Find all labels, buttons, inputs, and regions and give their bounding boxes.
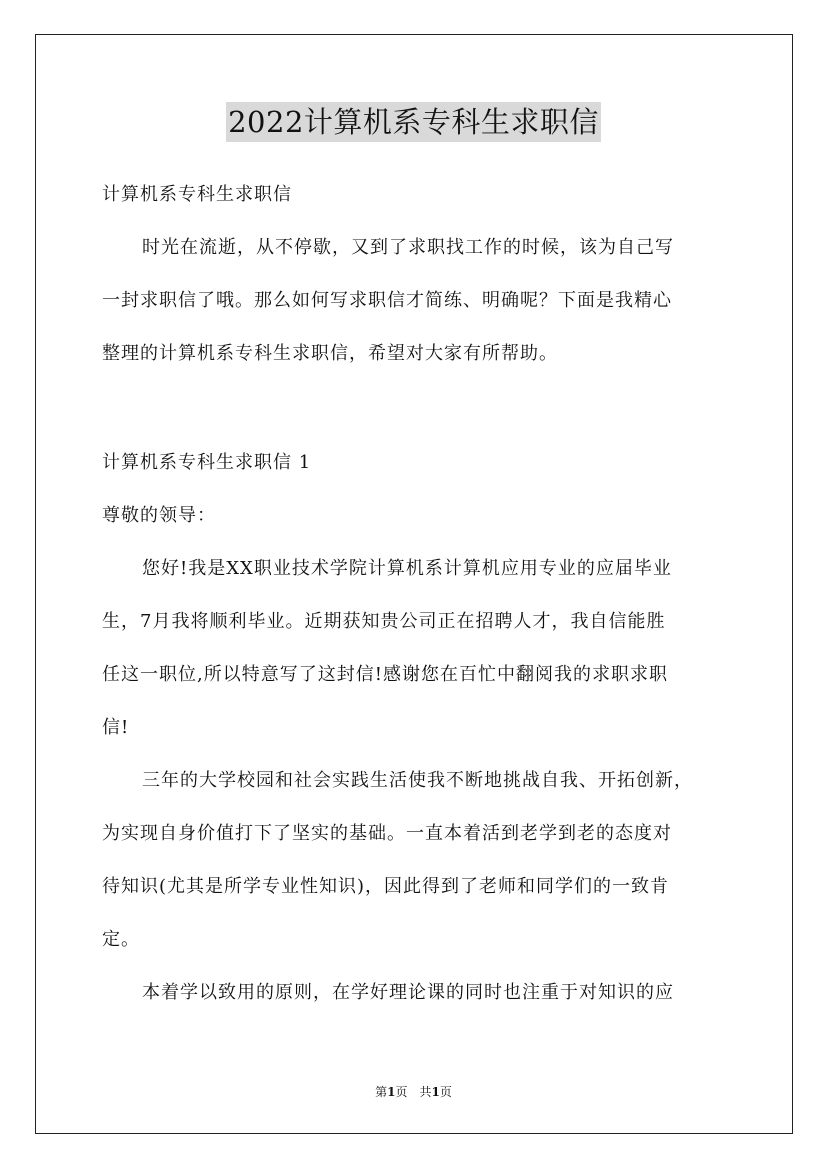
paragraph-line: 待知识(尤其是所学专业性知识)，因此得到了老师和同学们的一致肯 xyxy=(102,876,670,897)
document-body xyxy=(102,168,728,1019)
paragraph-line: 一封求职信了哦。那么如何写求职信才简练、明确呢？下面是我精心 xyxy=(102,290,672,311)
paragraph-line: 为实现自身价值打下了坚实的基础。一直本着活到老学到老的态度对 xyxy=(102,823,672,844)
page-total: 1 xyxy=(431,1085,440,1099)
paragraph-line: 生，7月我将顺利毕业。近期获知贵公司正在招聘人才，我自信能胜 xyxy=(102,611,666,632)
paragraph-line: 整理的计算机系专科生求职信，希望对大家有所帮助。 xyxy=(102,343,558,364)
document-title: 2022计算机系专科生求职信 xyxy=(226,102,601,142)
page-prefix: 第 xyxy=(375,1085,388,1099)
page-footer xyxy=(0,1083,827,1101)
page-current: 1 xyxy=(387,1085,396,1099)
paragraph-line: 信! xyxy=(102,717,130,738)
paragraph-line: 您好!我是XX职业技术学院计算机系计算机应用专业的应届毕业 xyxy=(142,558,672,579)
page-unit: 页 xyxy=(395,1085,408,1099)
total-unit: 页 xyxy=(439,1085,452,1099)
salutation-line: 尊敬的领导： xyxy=(102,505,216,526)
section-heading: 计算机系专科生求职信 1 xyxy=(102,452,312,473)
paragraph-line: 三年的大学校园和社会实践生活使我不断地挑战自我、开拓创新， xyxy=(142,770,693,791)
title-container xyxy=(0,102,827,142)
total-prefix: 共 xyxy=(419,1085,432,1099)
subtitle-line: 计算机系专科生求职信 xyxy=(102,184,292,205)
paragraph-line: 时光在流逝，从不停歇，又到了求职找工作的时候，该为自己写 xyxy=(142,237,674,258)
paragraph-line: 任这一职位,所以特意写了这封信!感谢您在百忙中翻阅我的求职求职 xyxy=(102,664,668,685)
paragraph-line: 定。 xyxy=(102,929,140,950)
paragraph-line: 本着学以致用的原则，在学好理论课的同时也注重于对知识的应 xyxy=(142,982,674,1003)
blank-gap xyxy=(102,380,728,436)
